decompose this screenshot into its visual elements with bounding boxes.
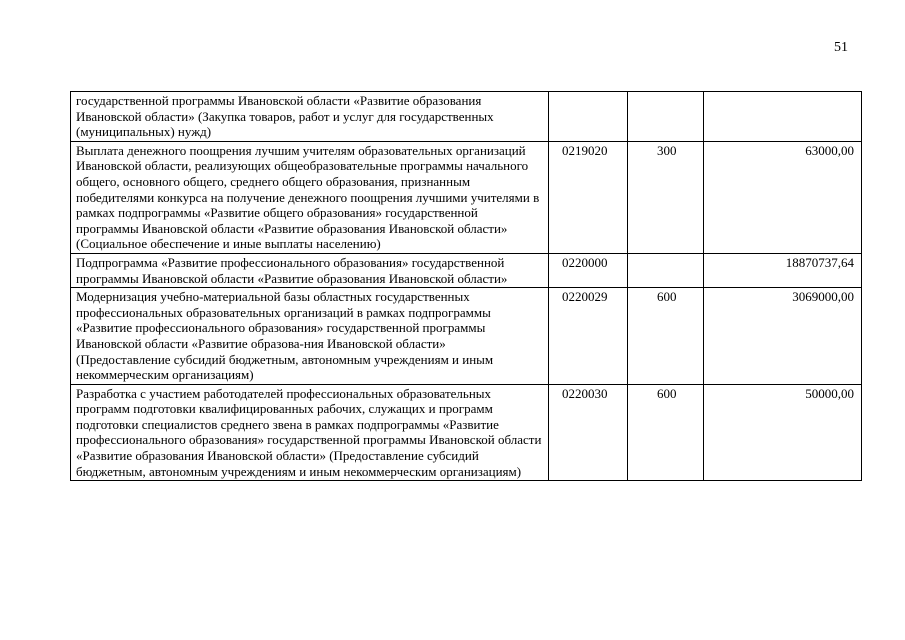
row-sum-cell: 18870737,64 [704, 253, 862, 287]
row-sum-cell: 3069000,00 [704, 288, 862, 385]
row-vr-cell [628, 253, 704, 287]
row-sum-cell: 63000,00 [704, 141, 862, 253]
row-csr-cell [549, 92, 628, 142]
row-name-cell: Модернизация учебно-материальной базы областных государственных профессиональных образовательных организаций в рамках подпрограммы «Развитие профессионального образования» государственной программы Ивановской области «Развитие образова-ния Ивановской области» (Предоставление субсидий бюджетным, автономным учреждениям и иным некоммерческим организациям) [71, 288, 549, 385]
row-vr-cell [628, 92, 704, 142]
table-row [71, 384, 862, 481]
row-vr-cell: 300 [628, 141, 704, 253]
row-csr-cell: 0220000 [549, 253, 628, 287]
row-sum-cell [704, 92, 862, 142]
budget-table [70, 91, 862, 481]
row-name-cell: государственной программы Ивановской области «Развитие образования Ивановской области» (Закупка товаров, работ и услуг для государственных (муниципальных) нужд) [71, 92, 549, 142]
row-sum-cell: 50000,00 [704, 384, 862, 481]
row-csr-cell: 0219020 [549, 141, 628, 253]
table-row [71, 92, 862, 142]
row-name-cell: Разработка с участием работодателей профессиональных образовательных программ подготовки квалифицированных рабочих, служащих и программ подготовки специалистов среднего звена в рамках подпрограммы «Развитие профессионального образования» государственной программы Ивановской области «Развитие образования Ивановской области» (Предоставление субсидий бюджетным, автономным учреждениям и иным некоммерческим организациям) [71, 384, 549, 481]
page-number: 51 [834, 40, 848, 55]
row-vr-cell: 600 [628, 384, 704, 481]
table-row [71, 141, 862, 253]
table-row [71, 253, 862, 287]
row-csr-cell: 0220029 [549, 288, 628, 385]
row-vr-cell: 600 [628, 288, 704, 385]
row-name-cell: Выплата денежного поощрения лучшим учителям образовательных организаций Ивановской области, реализующих общеобразовательные программы начального общего, основного общего, среднего общего образования, признанным победителями конкурса на получение денежного поощрения лучшими учителями в рамках подпрограммы «Развитие общего образования» государственной программы Ивановской области «Развитие образования Ивановской области» (Социальное обеспечение и иные выплаты населению) [71, 141, 549, 253]
row-name-cell: Подпрограмма «Развитие профессионального образования» государственной программы Ивановской области «Развитие образования Ивановской области» [71, 253, 549, 287]
table-row [71, 288, 862, 385]
row-csr-cell: 0220030 [549, 384, 628, 481]
